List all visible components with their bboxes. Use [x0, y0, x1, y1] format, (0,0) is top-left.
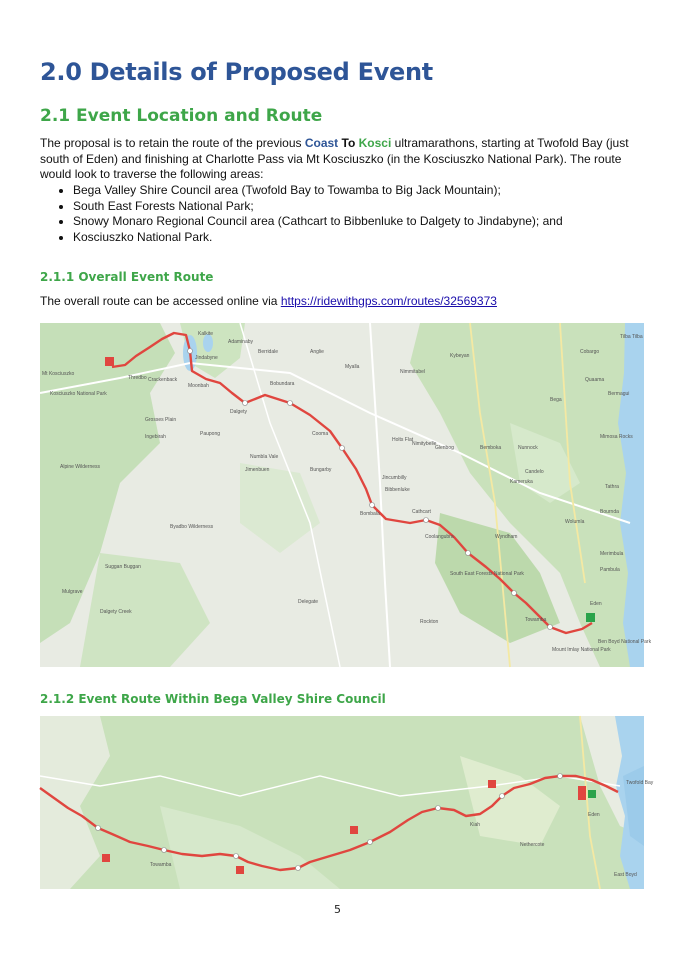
finish-flag-icon: [105, 357, 114, 366]
bega-route-map[interactable]: [40, 716, 654, 889]
map-label: Jindabyne: [195, 355, 218, 361]
intro-text-start: The proposal is to retain the route of the previous: [40, 136, 305, 150]
map-label: Mt Kosciuszko: [42, 371, 75, 377]
map-label: Byadbo Wilderness: [170, 524, 214, 530]
map-label: Bermagui: [608, 391, 630, 397]
map-label: Bibbenluke: [385, 487, 410, 493]
map-label: Eden: [590, 601, 602, 607]
map-label: Cooma: [312, 431, 329, 437]
heading-bega-valley-route: 2.1.2 Event Route Within Bega Valley Shire Council: [40, 692, 386, 706]
map-label: Bega: [550, 397, 562, 403]
map-label: Suggan Buggan: [105, 564, 141, 570]
map-label: Kosciuszko National Park: [50, 391, 107, 397]
map-label: Tathra: [605, 484, 619, 490]
map-label: Towamba: [525, 617, 547, 623]
map-label: Nimmitabel: [400, 369, 426, 375]
map-label: Cobargo: [580, 349, 600, 355]
area-item: • South East Forests National Park;: [73, 199, 683, 215]
overall-route-map[interactable]: [40, 323, 652, 667]
map-label: Mimosa Rocks: [600, 434, 633, 440]
area-list: [40, 183, 683, 246]
map-label: Kybeyan: [450, 353, 470, 359]
map-label: Jimenbuen: [245, 467, 270, 473]
map-label: Myalla: [345, 364, 360, 370]
map-label: Anglie: [310, 349, 324, 355]
marker-icon: [488, 780, 496, 788]
map-label: Holts Flat: [392, 437, 414, 443]
map-label: Nunnock: [518, 445, 538, 451]
overall-route-map-graphic: [40, 323, 652, 667]
map-label: Coolangubra: [425, 534, 454, 540]
map-label: Ben Boyd National Park: [598, 639, 652, 645]
map-label: Bournda: [600, 509, 619, 515]
map-label: Moonbah: [188, 383, 209, 389]
map-label: Glenbog: [435, 445, 454, 451]
map-label: Wyndham: [495, 534, 518, 540]
bega-route-map-graphic: [40, 716, 654, 889]
map-label: Bungarby: [310, 467, 332, 473]
map-label: Candelo: [525, 469, 544, 475]
map-label: East Boyd: [614, 872, 637, 878]
area-item: • Kosciuszko National Park.: [73, 230, 683, 246]
heading-overall-event-route: 2.1.1 Overall Event Route: [40, 270, 214, 284]
map-label: Grosses Plain: [145, 417, 177, 423]
marker-icon: [102, 854, 110, 862]
brand-coast: Coast: [304, 136, 339, 150]
map-label: Numbla Vale: [250, 454, 279, 460]
map-label: Kiah: [470, 822, 481, 828]
overall-route-prefix: The overall route can be accessed online via: [40, 294, 281, 308]
map-label: Nimitybelle: [412, 441, 437, 447]
finish-flag-icon: [578, 786, 586, 800]
brand-kosci: Kosci: [358, 136, 392, 150]
map-label: Adaminaby: [228, 339, 254, 345]
map-label: Cathcart: [412, 509, 431, 515]
map-label: Crackenback: [148, 377, 178, 383]
map-label: Delegate: [298, 599, 319, 605]
brand-to: To: [341, 136, 356, 150]
map-label: Rockton: [420, 619, 439, 625]
map-label: Bobundara: [270, 381, 295, 387]
map-label: Nethercote: [520, 842, 545, 848]
map-label: Ingebirah: [145, 434, 166, 440]
map-label: Dalgety: [230, 409, 247, 415]
map-label: Kameruka: [510, 479, 533, 485]
area-item: • Snowy Monaro Regional Council area (Cathcart to Bibbenluke to Dalgety to Jindabyne); and: [73, 214, 683, 230]
map-label: Dalgety Creek: [100, 609, 132, 615]
map-label: Jincumbilly: [382, 475, 407, 481]
area-item: • Bega Valley Shire Council area (Twofold Bay to Towamba to Big Jack Mountain);: [73, 183, 683, 199]
map-label: Bombala: [360, 511, 380, 517]
map-label: Alpine Wilderness: [60, 464, 101, 470]
map-label: Mulgrave: [62, 589, 83, 595]
overall-route-text: [40, 294, 497, 308]
map-label: Mount Imlay National Park: [552, 647, 611, 653]
map-label: Berridale: [258, 349, 279, 355]
map-label: Tilba Tilba: [620, 334, 643, 340]
intro-text-end: ultramarathons, starting at Twofold Bay (just south of Eden) and finishing at Charlotte Pass via Mt Kosciuszko (in the Kosciuszko National Park). The route would look to traverse the following areas:: [40, 136, 629, 181]
map-label: Paupong: [200, 431, 221, 437]
map-label: Bemboka: [480, 445, 502, 451]
map-label: Wolumla: [565, 519, 585, 525]
heading-details-proposed-event: 2.0 Details of Proposed Event: [40, 58, 433, 86]
map-label: Twofold Bay: [626, 780, 654, 786]
start-flag-icon: [588, 790, 596, 798]
map-label: Thredbo: [128, 375, 147, 381]
marker-icon: [236, 866, 244, 874]
map-label: Kalkite: [198, 331, 214, 337]
heading-event-location-route: 2.1 Event Location and Route: [40, 106, 323, 126]
intro-paragraph: [40, 136, 640, 183]
start-flag-icon: [586, 613, 595, 622]
route-link[interactable]: https://ridewithgps.com/routes/32569373: [280, 294, 497, 308]
map-label: South East Forests National Park: [450, 571, 524, 577]
page-number: 5: [334, 903, 341, 916]
map-label: Towamba: [150, 862, 172, 868]
marker-icon: [350, 826, 358, 834]
map-label: Eden: [588, 812, 600, 818]
map-label: Quaama: [585, 377, 605, 383]
map-label: Merimbula: [600, 551, 624, 557]
map-label: Pambula: [600, 567, 620, 573]
